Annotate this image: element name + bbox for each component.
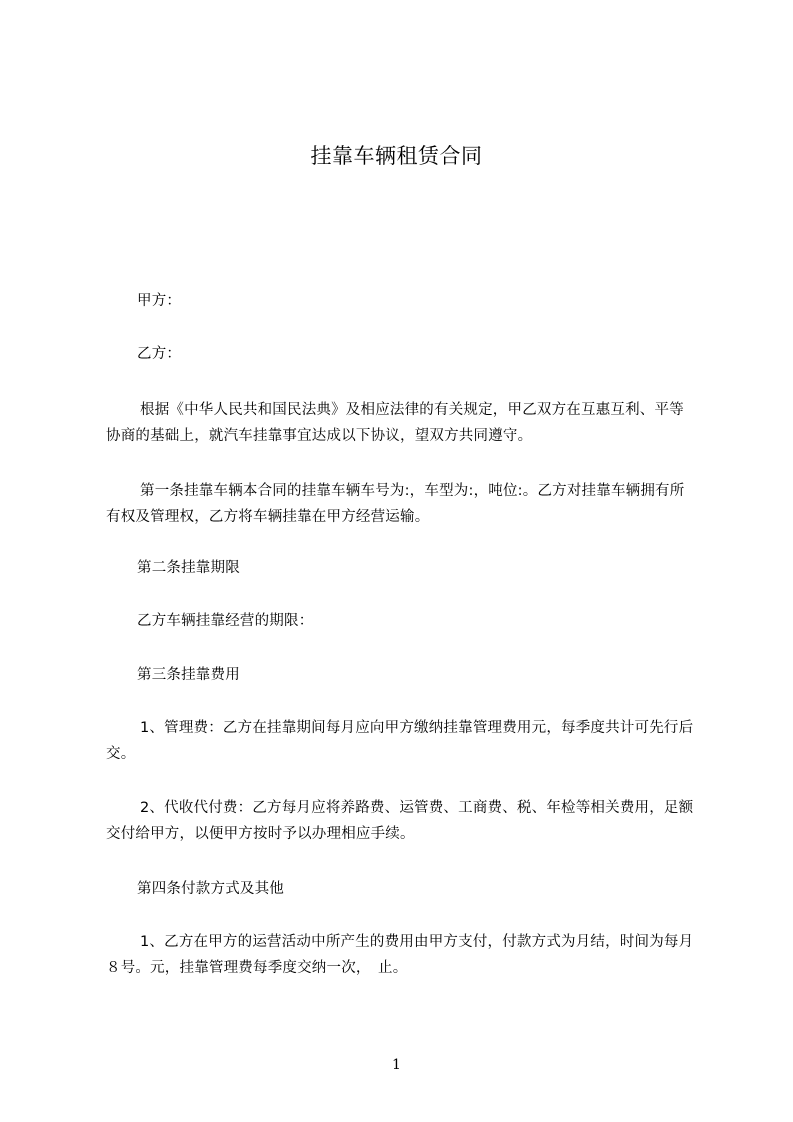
- fee-2-paragraph: 2、代收代付费：乙方每月应将养路费、运管费、工商费、税、年检等相关费用，足额交付给甲方，以便甲方按时予以办理相应手续。: [106, 800, 694, 842]
- payment-1-paragraph: 1、乙方在甲方的运营活动中所产生的费用由甲方支付，付款方式为月结，时间为每月８号。元，挂靠管理费每季度交纳一次， 止。: [106, 934, 694, 976]
- fee-1-paragraph: 1、管理费：乙方在挂靠期间每月应向甲方缴纳挂靠管理费用元，每季度共计可先行后交。: [106, 720, 694, 762]
- intro-paragraph: 根据《中华人民共和国民法典》及相应法律的有关规定，甲乙双方在互惠互利、平等协商的基础上，就汽车挂靠事宜达成以下协议，望双方共同遵守。: [106, 402, 684, 444]
- term-paragraph: 乙方车辆挂靠经营的期限：: [137, 613, 314, 629]
- page-number: 1: [392, 1057, 401, 1073]
- document-title: 挂靠车辆租赁合同: [310, 144, 483, 168]
- article-2-heading: 第二条挂靠期限: [137, 560, 240, 576]
- party-b-line: 乙方：: [137, 346, 182, 362]
- article-3-heading: 第三条挂靠费用: [137, 667, 240, 683]
- article-4-heading: 第四条付款方式及其他: [137, 881, 284, 897]
- party-a-line: 甲方：: [137, 293, 182, 309]
- article-1-paragraph: 第一条挂靠车辆本合同的挂靠车辆车号为:，车型为:，吨位:。乙方对挂靠车辆拥有所有权及管理权，乙方将车辆挂靠在甲方经营运输。: [106, 483, 685, 525]
